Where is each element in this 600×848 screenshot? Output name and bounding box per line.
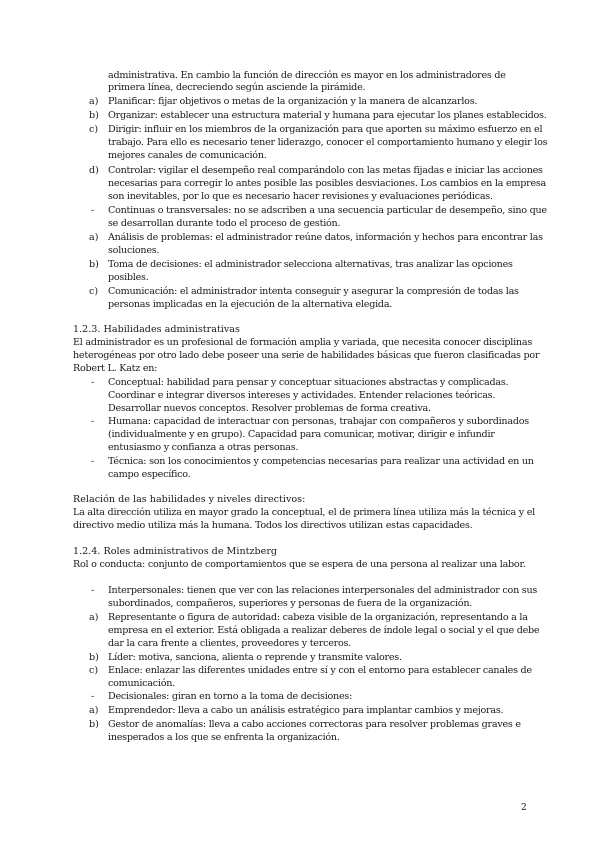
list-marker: b) xyxy=(89,719,99,730)
paragraph-line: Robert L. Katz en: xyxy=(73,363,158,374)
list-item-cont: comunicación. xyxy=(108,678,175,689)
list-item-cont: campo específico. xyxy=(108,469,191,480)
continuation-line: administrativa. En cambio la función de dirección es mayor en los administradores de xyxy=(108,70,506,81)
section-heading: 1.2.4. Roles administrativos de Mintzberg xyxy=(73,546,278,557)
list-item: Planificar: fijar objetivos o metas de la organización y la manera de alcanzarlos. xyxy=(108,96,478,107)
list-item-cont: inesperados a los que se enfrenta la organización. xyxy=(108,732,340,743)
list-item: Conceptual: habilidad para pensar y conceptuar situaciones abstractas y complicadas. xyxy=(108,377,509,388)
list-item: Controlar: vigilar el desempeño real comparándolo con las metas fijadas e iniciar las acciones xyxy=(108,165,543,176)
section-heading: 1.2.3. Habilidades administrativas xyxy=(73,324,240,335)
paragraph-line: Rol o conducta: conjunto de comportamientos que se espera de una persona al realizar una labor. xyxy=(73,559,526,570)
list-item-cont: (individualmente y en grupo). Capacidad para comunicar, motivar, dirigir e infundir xyxy=(108,429,495,440)
subheading: Relación de las habilidades y niveles directivos: xyxy=(73,494,306,505)
list-item-cont: dar la cara frente a clientes, proveedores y terceros. xyxy=(108,638,351,649)
list-marker: b) xyxy=(89,110,99,121)
dash-marker: - xyxy=(91,377,95,388)
list-item-cont: Desarrollar nuevos conceptos. Resolver problemas de forma creativa. xyxy=(108,403,431,414)
dash-marker: - xyxy=(91,205,95,216)
list-item-cont: empresa en el exterior. Está obligada a realizar deberes de índole legal o social y el que debe xyxy=(108,625,540,636)
list-marker: a) xyxy=(89,705,99,716)
list-item: Gestor de anomalías: lleva a cabo acciones correctoras para resolver problemas graves e xyxy=(108,719,521,730)
list-marker: d) xyxy=(89,165,99,176)
list-item: Emprendedor: lleva a cabo un análisis estratégico para implantar cambios y mejoras. xyxy=(108,705,504,716)
paragraph-line: La alta dirección utiliza en mayor grado la conceptual, el de primera línea utiliza más la técnica y el xyxy=(73,507,535,518)
continuation-line: primera línea, decreciendo según asciende la pirámide. xyxy=(108,82,366,93)
list-item: Comunicación: el administrador intenta conseguir y asegurar la compresión de todas las xyxy=(108,286,519,297)
paragraph-line: directivo medio utiliza más la humana. Todos los directivos utilizan estas capacidades. xyxy=(73,520,473,531)
list-item: Interpersonales: tienen que ver con las relaciones interpersonales del administrador con sus xyxy=(108,585,538,596)
list-item: Toma de decisiones: el administrador selecciona alternativas, tras analizar las opciones xyxy=(108,259,513,270)
list-marker: c) xyxy=(89,286,99,297)
list-item-cont: personas implicadas en la ejecución de la alternativa elegida. xyxy=(108,299,393,310)
list-item: Decisionales: giran en torno a la toma de decisiones: xyxy=(108,691,353,702)
list-item: Humana: capacidad de interactuar con personas, trabajar con compañeros y subordinados xyxy=(108,416,529,427)
list-marker: a) xyxy=(89,96,99,107)
list-item-cont: subordinados, compañeros, superiores y personas de fuera de la organización. xyxy=(108,598,473,609)
list-item-cont: entusiasmo y confianza a otras personas. xyxy=(108,442,299,453)
dash-marker: - xyxy=(91,416,95,427)
list-item-cont: mejores canales de comunicación. xyxy=(108,150,267,161)
list-marker: a) xyxy=(89,232,99,243)
list-item-cont: posibles. xyxy=(108,272,149,283)
list-item: Representante o figura de autoridad: cabeza visible de la organización, representando a la xyxy=(108,612,528,623)
dash-marker: - xyxy=(91,585,95,596)
paragraph-line: heterogéneas por otro lado debe poseer una serie de habilidades básicas que fueron clasificadas por xyxy=(73,350,540,361)
list-marker: a) xyxy=(89,612,99,623)
list-marker: c) xyxy=(89,124,99,135)
list-item: Técnica: son los conocimientos y competencias necesarias para realizar una actividad en un xyxy=(108,456,534,467)
list-item: Análisis de problemas: el administrador reúne datos, información y hechos para encontrar las xyxy=(108,232,543,243)
list-item-cont: trabajo. Para ello es necesario tener liderazgo, conocer el comportamiento humano y elegir los xyxy=(108,137,548,148)
dash-marker: - xyxy=(91,691,95,702)
list-item: Líder: motiva, sanciona, alienta o reprende y transmite valores. xyxy=(108,652,402,663)
list-item-cont: Coordinar e integrar diversos intereses y actividades. Entender relaciones teóricas. xyxy=(108,390,496,401)
paragraph-line: El administrador es un profesional de formación amplia y variada, que necesita conocer disciplinas xyxy=(73,337,532,348)
page-number: 2 xyxy=(521,803,527,813)
list-marker: b) xyxy=(89,652,99,663)
list-item-cont: se desarrollan durante todo el proceso de gestión. xyxy=(108,218,341,229)
list-item-cont: soluciones. xyxy=(108,245,160,256)
list-marker: c) xyxy=(89,665,99,676)
list-item-cont: necesarias para corregir lo antes posible las posibles desviaciones. Los cambios en la empresa xyxy=(108,178,547,189)
list-item: Enlace: enlazar las diferentes unidades entre sí y con el entorno para establecer canales de xyxy=(108,665,532,676)
list-item-cont: son inevitables, por lo que es necesario hacer revisiones y evaluaciones periódicas. xyxy=(108,191,493,202)
list-marker: b) xyxy=(89,259,99,270)
list-item: Organizar: establecer una estructura material y humana para ejecutar los planes establecidos. xyxy=(108,110,547,121)
list-item: Dirigir: influir en los miembros de la organización para que aporten su máximo esfuerzo en el xyxy=(108,124,543,135)
list-item: Continuas o transversales: no se adscriben a una secuencia particular de desempeño, sino que xyxy=(108,205,547,216)
dash-marker: - xyxy=(91,456,95,467)
